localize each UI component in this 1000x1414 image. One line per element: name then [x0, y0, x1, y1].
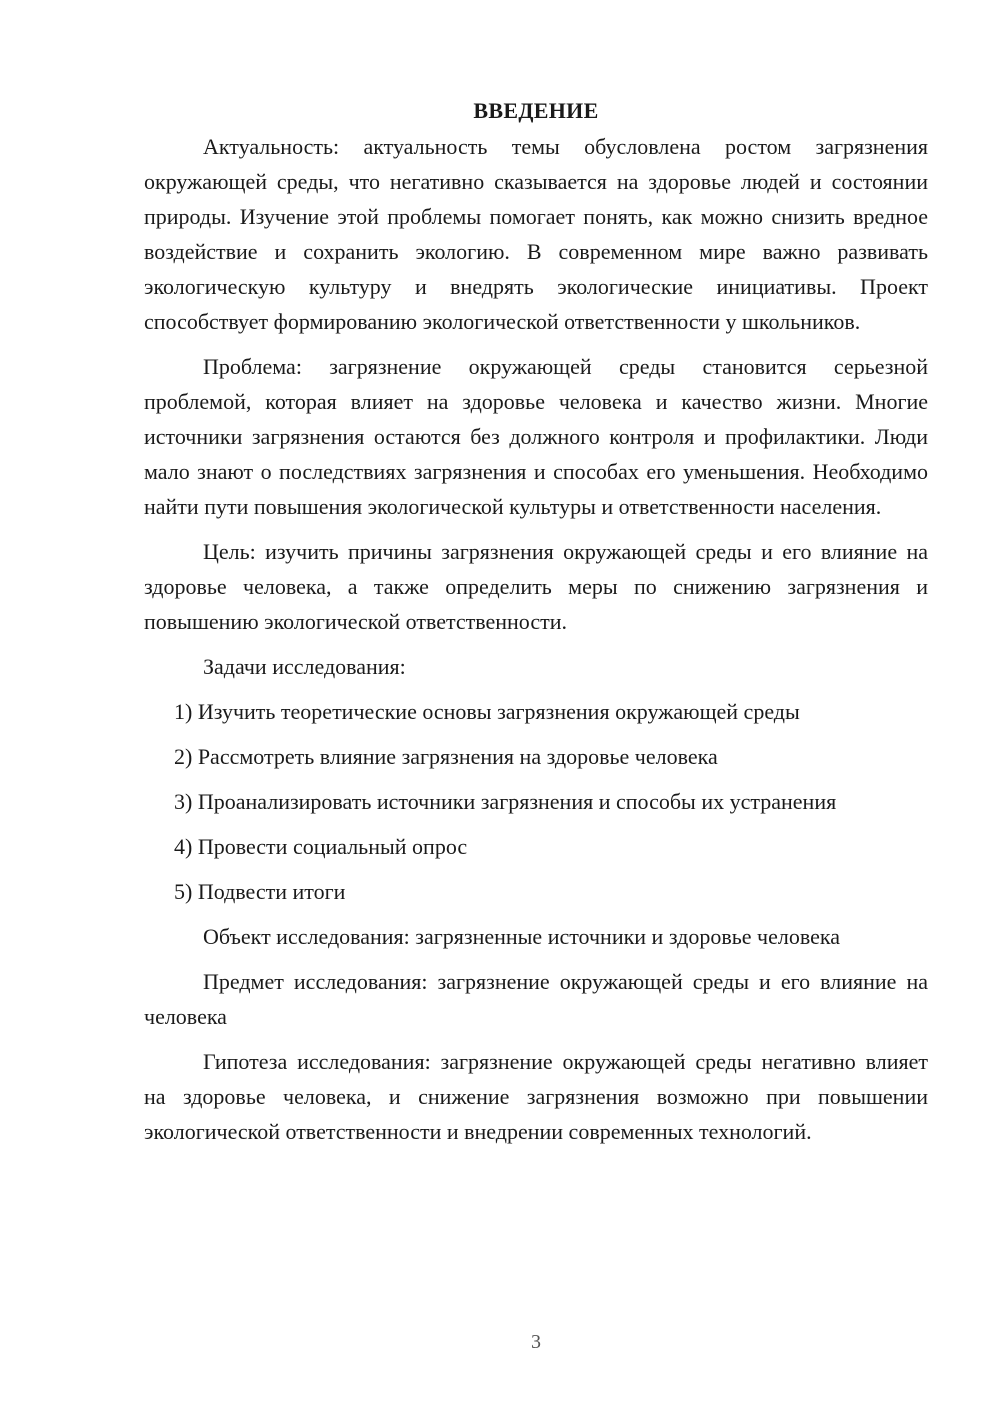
hypothesis-paragraph: Гипотеза исследования: загрязнение окружающей среды негативно влияет на здоровье человека, и снижение загрязнения возможно при повышении экологической ответственности и внедрении современных технологий. [144, 1049, 928, 1144]
object-paragraph: Объект исследования: загрязненные источники и здоровье человека [203, 924, 840, 949]
task-item: 1) Изучить теоретические основы загрязнения окружающей среды [174, 699, 800, 724]
page-number: 3 [531, 1331, 541, 1353]
task-item: 2) Рассмотреть влияние загрязнения на здоровье человека [174, 744, 718, 769]
relevance-paragraph: Актуальность: актуальность темы обусловлена ростом загрязнения окружающей среды, что негативно сказывается на здоровье людей и состоянии природы. Изучение этой проблемы помогает понять, как можно снизить вредное воздействие и сохранить экологию. В современном мире важно развивать экологическую культуру и внедрять экологические инициативы. Проект способствует формированию экологической ответственности у школьников. [144, 134, 928, 334]
problem-paragraph: Проблема: загрязнение окружающей среды становится серьезной проблемой, которая влияет на здоровье человека и качество жизни. Многие источники загрязнения остаются без должного контроля и профилактики. Люди мало знают о последствиях загрязнения и способах его уменьшения. Необходимо найти пути повышения экологической культуры и ответственности населения. [144, 354, 928, 519]
subject-paragraph: Предмет исследования: загрязнение окружающей среды и его влияние на человека [144, 969, 928, 1029]
task-item: 4) Провести социальный опрос [174, 834, 468, 859]
tasks-heading: Задачи исследования: [203, 654, 406, 679]
task-item: 5) Подвести итоги [174, 879, 346, 904]
page-title: ВВЕДЕНИЕ [473, 98, 599, 123]
page-content [144, 93, 928, 1159]
task-item: 3) Проанализировать источники загрязнения и способы их устранения [174, 789, 837, 814]
goal-paragraph: Цель: изучить причины загрязнения окружающей среды и его влияние на здоровье человека, а также определить меры по снижению загрязнения и повышению экологической ответственности. [144, 539, 928, 634]
